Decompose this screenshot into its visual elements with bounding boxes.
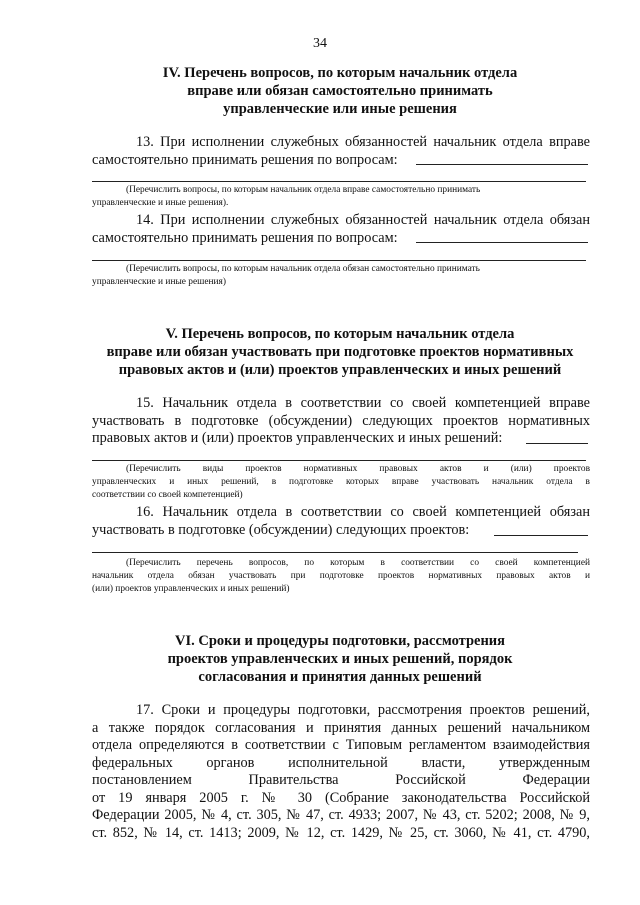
heading-line: управленческие или иные решения <box>223 101 457 117</box>
fill-in-line <box>416 242 588 243</box>
para-line: постановлением Правительства Российской Федерации <box>92 772 590 788</box>
hint-line: управленческие и иные решения) <box>92 277 226 287</box>
hint-line: (или) проектов управленческих и иных решений) <box>92 584 290 594</box>
hint-16 <box>92 557 590 596</box>
para-line: от 19 января 2005 г. № 30 (Собрание законодательства Российской <box>92 789 590 806</box>
fill-in-line <box>526 443 588 444</box>
hint-line: управленческие и иные решения). <box>92 198 229 208</box>
para-line: 15. Начальник отдела в соответствии со своей компетенцией вправе <box>136 395 590 411</box>
para-line: правовых актов и (или) проектов управленческих и иных решений: <box>92 430 503 446</box>
heading-line: вправе или обязан участвовать при подготовке проектов нормативных <box>106 344 574 360</box>
fill-in-line <box>494 535 588 536</box>
fill-in-line <box>92 460 586 461</box>
hint-14 <box>92 263 590 289</box>
fill-in-line <box>92 181 586 182</box>
para-line: федеральных органов исполнительной власти, утвержденным <box>92 754 590 771</box>
hint-line: начальник отдела обязан участвовать при подготовке проектов нормативных правовых актов и <box>92 571 590 581</box>
heading-line: вправе или обязан самостоятельно принимать <box>187 83 493 99</box>
hint-line: (Перечислить виды проектов нормативных правовых актов и (или) проектов <box>126 464 590 474</box>
section-5-heading <box>90 325 590 379</box>
hint-15 <box>92 463 590 502</box>
hint-line: управленческих и иных решений, в подготовке которых вправе участвовать начальник отдела в <box>92 477 590 487</box>
fill-in-line <box>92 260 586 261</box>
page-number: 34 <box>313 36 327 51</box>
heading-line: правовых актов и (или) проектов управленческих и иных решений <box>118 362 562 378</box>
heading-line: V. Перечень вопросов, по которым начальник отдела <box>165 326 515 342</box>
heading-line: согласования и принятия данных решений <box>198 669 482 685</box>
hint-13 <box>92 184 590 210</box>
hint-line: (Перечислить перечень вопросов, по которым в соответствии со своей компетенцией <box>126 558 590 568</box>
hint-line: (Перечислить вопросы, по которым начальник отдела вправе самостоятельно принимать <box>126 185 481 195</box>
heading-line: проектов управленческих и иных решений, порядок <box>167 651 513 667</box>
paragraph-16 <box>92 504 590 539</box>
para-line: 14. При исполнении служебных обязанностей начальник отдела обязан <box>136 212 590 228</box>
para-line: 16. Начальник отдела в соответствии со своей компетенцией обязан <box>136 504 590 520</box>
paragraph-15 <box>92 395 590 448</box>
paragraph-17 <box>92 702 590 842</box>
section-6-heading <box>90 632 590 686</box>
hint-line: (Перечислить вопросы, по которым начальник отдела обязан самостоятельно принимать <box>126 264 480 274</box>
para-line: отдела определяются в соответствии с Типовым регламентом взаимодействия <box>92 737 590 753</box>
para-line: 13. При исполнении служебных обязанностей начальник отдела вправе <box>136 134 590 150</box>
para-line: а также порядок согласования и принятия данных решений начальником <box>92 719 590 736</box>
fill-in-line <box>92 552 578 553</box>
heading-line: IV. Перечень вопросов, по которым начальник отдела <box>162 65 518 81</box>
para-line: участвовать в подготовке (обсуждении) следующих проектов: <box>92 521 470 538</box>
para-line: самостоятельно принимать решения по вопросам: <box>92 229 398 246</box>
para-line: участвовать в подготовке (обсуждении) следующих проектов нормативных <box>92 412 590 429</box>
fill-in-line <box>416 164 588 165</box>
para-line: 17. Сроки и процедуры подготовки, рассмотрения проектов решений, <box>136 702 590 718</box>
heading-line: VI. Сроки и процедуры подготовки, рассмотрения <box>174 633 506 649</box>
para-line: Федерации 2005, № 4, ст. 305, № 47, ст. 4933; 2007, № 43, ст. 5202; 2008, № 9, <box>92 807 590 823</box>
para-line: самостоятельно принимать решения по вопросам: <box>92 151 398 168</box>
para-line: ст. 852, № 14, ст. 1413; 2009, № 12, ст. 1429, № 25, ст. 3060, № 41, ст. 4790, <box>92 824 590 841</box>
section-4-heading <box>90 64 590 118</box>
hint-line: соответствии со своей компетенцией) <box>92 490 243 500</box>
